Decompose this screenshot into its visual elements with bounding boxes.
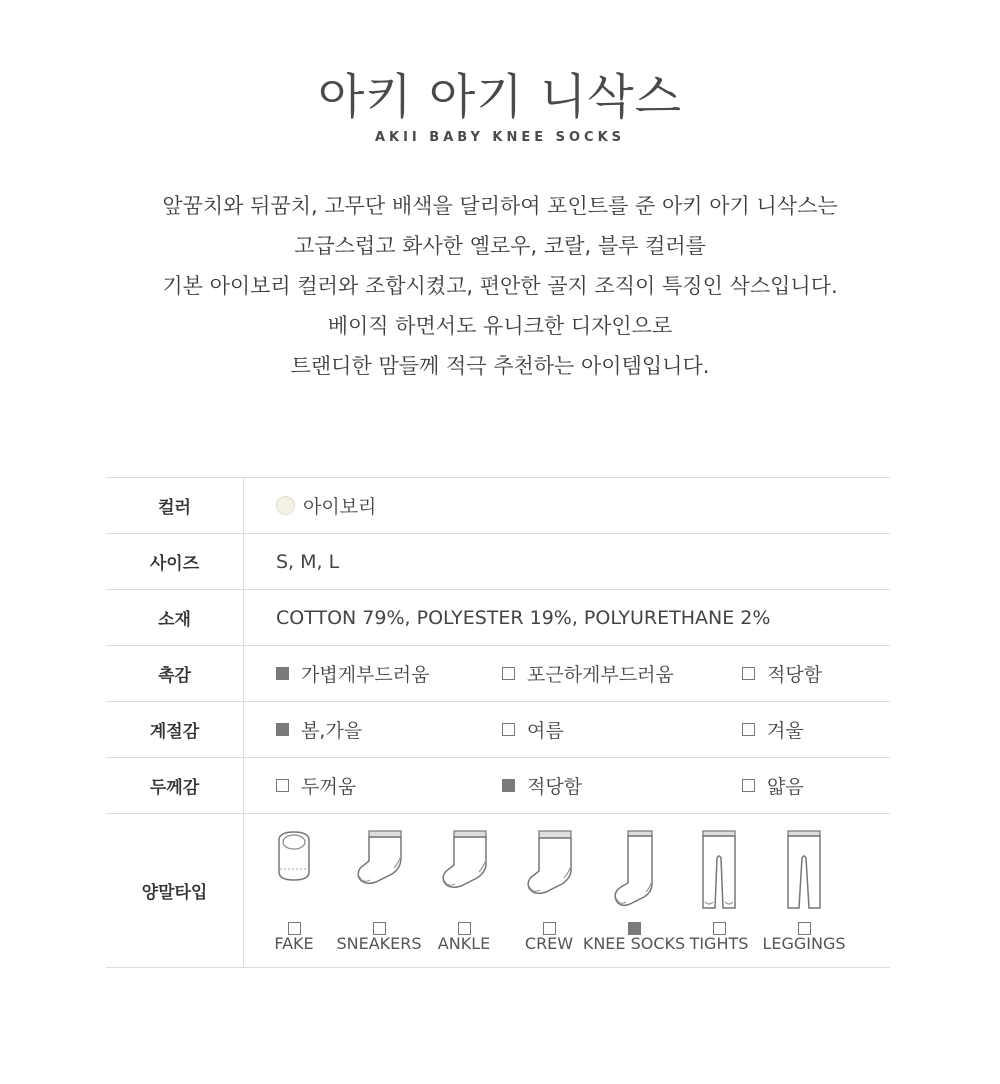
- sneakers-sock-icon: [354, 828, 404, 886]
- description-line: 베이직 하면서도 유니크한 디자인으로: [327, 314, 673, 338]
- touch-option: [276, 646, 429, 701]
- option-label: 봄,가을: [301, 720, 363, 742]
- leggings-icon: [784, 828, 824, 912]
- option-label: 가볍게부드러움: [301, 664, 430, 686]
- spec-label: 계절감: [106, 702, 244, 757]
- touch-option: [742, 646, 822, 701]
- checkbox-icon: [276, 723, 289, 736]
- thickness-option: [276, 758, 356, 813]
- description-line: 앞꿈치와 뒤꿈치, 고무단 배색을 달리하여 포인트를 준 아키 아기 니삭스는: [162, 194, 838, 218]
- knee-sock-icon: [612, 828, 656, 908]
- option-label: 겨울: [767, 720, 804, 742]
- option-label: 적당함: [767, 664, 823, 686]
- option-label: 두꺼움: [301, 776, 357, 798]
- sock-type-leggings: [756, 814, 852, 967]
- sock-type-label: FAKE: [274, 934, 314, 953]
- thickness-option: [502, 758, 582, 813]
- touch-option: [502, 646, 674, 701]
- thickness-option: [742, 758, 804, 813]
- spec-label: 두께감: [106, 758, 244, 813]
- spec-label: 사이즈: [106, 534, 244, 589]
- spec-label: 촉감: [106, 646, 244, 701]
- sock-type-label: LEGGINGS: [762, 934, 846, 953]
- sock-type-label: CREW: [524, 934, 574, 953]
- spec-row-season: [106, 702, 890, 758]
- checkbox-icon: [742, 723, 755, 736]
- checkbox-icon: [742, 667, 755, 680]
- spec-label: 양말타입: [106, 814, 244, 967]
- checkbox-icon: [276, 667, 289, 680]
- tights-icon: [699, 828, 739, 912]
- spec-row-thickness: [106, 758, 890, 814]
- sock-type-label: ANKLE: [437, 934, 491, 953]
- fake-sock-icon: [274, 828, 314, 886]
- checkbox-icon: [276, 779, 289, 792]
- product-title: 아키 아기 니삭스: [317, 69, 683, 125]
- season-option: [276, 702, 362, 757]
- season-option: [502, 702, 564, 757]
- crew-sock-icon: [524, 828, 574, 896]
- spec-row-color: [106, 478, 890, 534]
- spec-row-material: [106, 590, 890, 646]
- option-label: 얇음: [767, 776, 804, 798]
- description-line: 트랜디한 맘들께 적극 추천하는 아이템입니다.: [290, 354, 710, 378]
- product-subtitle: AKII BABY KNEE SOCKS: [374, 130, 626, 145]
- spec-row-touch: [106, 646, 890, 702]
- product-description: [0, 186, 1000, 386]
- spec-label: 컬러: [106, 478, 244, 533]
- sock-type-label: SNEAKERS: [336, 934, 422, 953]
- spec-row-sock-type: [106, 814, 890, 968]
- spec-row-size: [106, 534, 890, 590]
- option-label: 포근하게부드러움: [527, 664, 674, 686]
- size-value: S, M, L: [276, 550, 340, 573]
- description-line: 기본 아이보리 컬러와 조합시켰고, 편안한 골지 조직이 특징인 삭스입니다.: [162, 274, 838, 298]
- sock-type-label: TIGHTS: [689, 934, 749, 953]
- option-label: 여름: [527, 720, 564, 742]
- checkbox-icon: [502, 779, 515, 792]
- color-swatch-ivory: [276, 496, 295, 515]
- material-value: COTTON 79%, POLYESTER 19%, POLYURETHANE 2%: [276, 606, 771, 629]
- color-value: 아이보리: [303, 496, 377, 518]
- sock-type-label: KNEE SOCKS: [582, 934, 686, 953]
- checkbox-icon: [742, 779, 755, 792]
- spec-label: 소재: [106, 590, 244, 645]
- checkbox-icon: [502, 723, 515, 736]
- spec-table: [106, 477, 890, 968]
- description-line: 고급스럽고 화사한 옐로우, 코랄, 블루 컬러를: [294, 234, 706, 258]
- checkbox-icon: [502, 667, 515, 680]
- option-label: 적당함: [527, 776, 583, 798]
- season-option: [742, 702, 804, 757]
- ankle-sock-icon: [439, 828, 489, 890]
